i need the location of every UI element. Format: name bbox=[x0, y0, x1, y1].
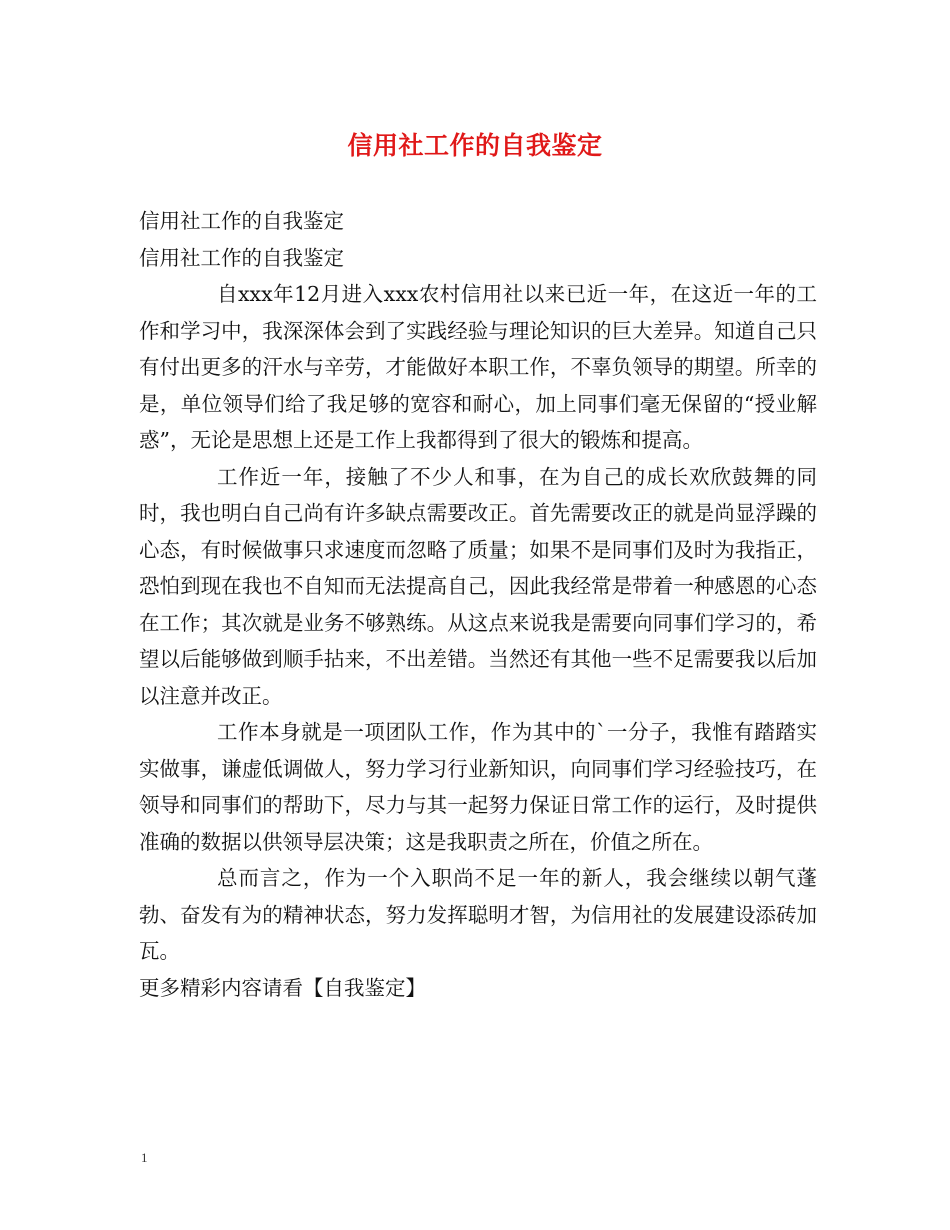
paragraph-shortcomings: 工作近一年，接触了不少人和事，在为自己的成长欢欣鼓舞的同时，我也明白自己尚有许多缺点需要改正。首先需要改正的就是尚显浮躁的心态，有时候做事只求速度而忽略了质量；如果不是同事们及时为我指正，恐怕到现在我也不自知而无法提高自己，因此我经常是带着一种感恩的心态在工作；其次就是业务不够熟练。从这点来说我是需要向同事们学习的，希望以后能够做到顺手拈来，不出差错。当然还有其他一些不足需要我以后加以注意并改正。 bbox=[139, 464, 817, 708]
subtitle-line-2: 信用社工作的自我鉴定 bbox=[139, 245, 344, 270]
page-number: 1 bbox=[141, 1150, 148, 1165]
more-content-link[interactable]: 更多精彩内容请看【自我鉴定】 bbox=[139, 975, 426, 1000]
document-body bbox=[139, 203, 817, 1006]
paragraph-intro: 自xxx年12月进入xxx农村信用社以来已近一年，在这近一年的工作和学习中，我深深体会到了实践经验与理论知识的巨大差异。知道自己只有付出更多的汗水与辛劳，才能做好本职工作，不辜负领导的期望。所幸的是，单位领导们给了我足够的宽容和耐心，加上同事们毫无保留的“授业解惑”，无论是思想上还是工作上我都得到了很大的锻炼和提高。 bbox=[139, 282, 817, 452]
document-title: 信用社工作的自我鉴定 bbox=[347, 131, 603, 160]
paragraph-conclusion: 总而言之，作为一个入职尚不足一年的新人，我会继续以朝气蓬勃、奋发有为的精神状态，努力发挥聪明才智，为信用社的发展建设添砖加瓦。 bbox=[139, 866, 817, 963]
subtitle-line-1: 信用社工作的自我鉴定 bbox=[139, 209, 344, 233]
paragraph-teamwork: 工作本身就是一项团队工作，作为其中的`一分子，我惟有踏踏实实做事，谦虚低调做人，努力学习行业新知识，向同事们学习经验技巧，在领导和同事们的帮助下，尽力与其一起努力保证日常工作的运行，及时提供准确的数据以供领导层决策；这是我职责之所在，价值之所在。 bbox=[139, 720, 817, 854]
